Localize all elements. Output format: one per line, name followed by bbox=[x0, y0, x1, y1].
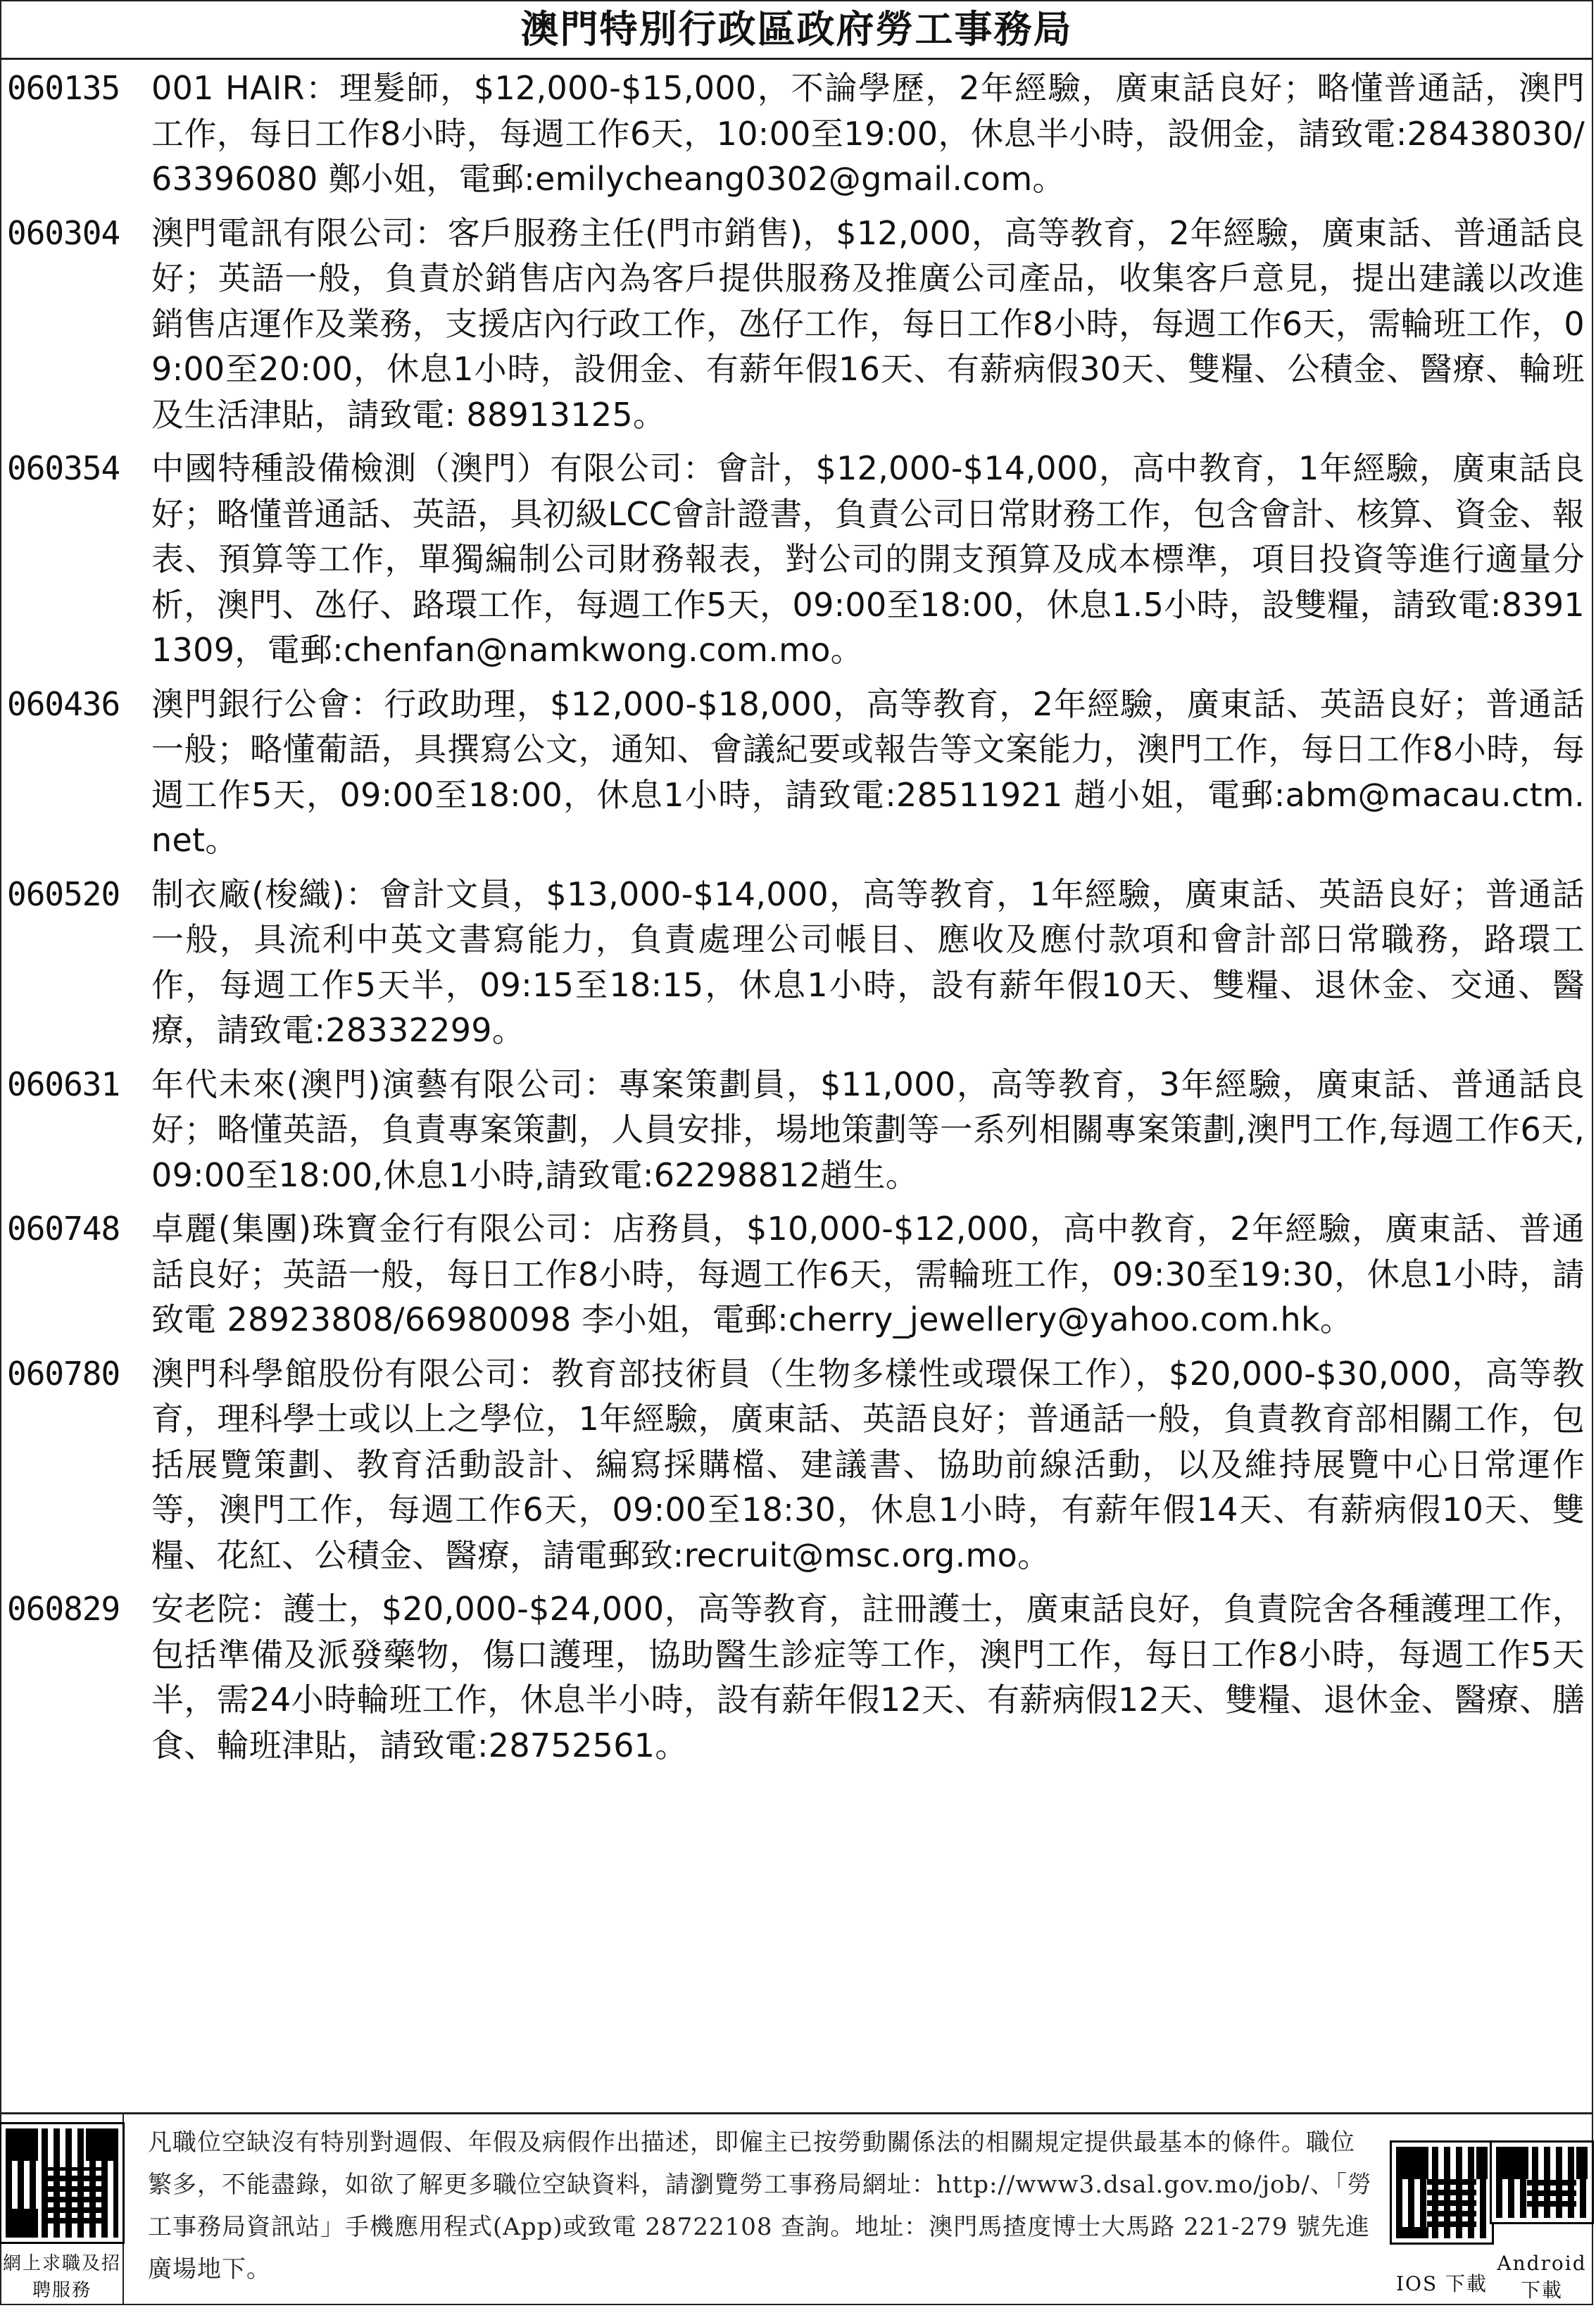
job-listing bbox=[1, 1586, 1592, 1768]
job-code: 060354 bbox=[7, 449, 120, 487]
job-description: 安老院：護士，$20,000-$24,000，高等教育，註冊護士，廣東話良好，負責院舍各種護理工作，包括準備及派發藥物，傷口護理，協助醫生診症等工作，澳門工作，每日工作8小時，每週工作5天半，需24小時輪班工作，休息半小時，設有薪年假12天、有薪病假12天、雙糧、退休金、醫療、膳食、輪班津貼，請致電:28752561。 bbox=[151, 1590, 1585, 1764]
job-code: 060436 bbox=[7, 684, 120, 723]
job-code: 060520 bbox=[7, 874, 120, 913]
qr-caption: 網上求職及招聘服務 bbox=[2, 2253, 121, 2301]
qr-code-icon[interactable] bbox=[1392, 2143, 1492, 2243]
job-description: 年代未來(澳門)演藝有限公司：專案策劃員，$11,000，高等教育，3年經驗，廣東話、普通話良好；略懂英語，負責專案策劃，人員安排，場地策劃等一系列相關專案策劃,澳門工作,每週工作6天,09:00至18:00,休息1小時,請致電:62298812趙生。 bbox=[151, 1065, 1585, 1194]
job-listings bbox=[1, 60, 1592, 1768]
job-code: 060780 bbox=[7, 1354, 120, 1393]
job-code: 060135 bbox=[7, 69, 120, 107]
footer-note: 凡職位空缺沒有特別對週假、年假及病假作出描述，即僱主已按勞動關係法的相關規定提供最基本的條件。職位繁多，不能盡錄，如欲了解更多職位空缺資料，請瀏覽勞工事務局網址：http://www3.dsal.gov.mo/job/、「勞工事務局資訊站」手機應用程式(App)或致電 28722108 查詢。地址：澳門馬揸度博士大馬路 221-279 號先進廣場地下。 bbox=[148, 2128, 1372, 2283]
job-listing bbox=[1, 1351, 1592, 1579]
job-description: 澳門科學館股份有限公司：教育部技術員（生物多樣性或環保工作），$20,000-$30,000，高等教育，理科學士或以上之學位，1年經驗，廣東話、英語良好；普通話一般，負責教育部相關工作，包括展覽策劃、教育活動設計、編寫採購檔、建議書、協助前線活動，以及維持展覽中心日常運作等，澳門工作，每週工作6天，09:00至18:30，休息1小時，有薪年假14天、有薪病假10天、雙糧、花紅、公積金、醫療，請電郵致:recruit@msc.org.mo。 bbox=[151, 1354, 1585, 1574]
job-description: 卓麗(集團)珠寶金行有限公司：店務員，$10,000-$12,000，高中教育，2年經驗，廣東話、普通話良好；英語一般，每日工作8小時，每週工作6天，需輪班工作，09:30至19:30，休息1小時，請致電 28923808/66980098 李小姐，電郵:cherry_jewellery@yahoo.com.hk。 bbox=[151, 1210, 1585, 1338]
ios-caption: IOS 下載 bbox=[1395, 2272, 1488, 2295]
qr-code-icon[interactable] bbox=[1492, 2143, 1592, 2222]
job-listing bbox=[1, 872, 1592, 1053]
job-description: 中國特種設備檢測（澳門）有限公司：會計，$12,000-$14,000，高中教育，1年經驗，廣東話良好；略懂普通話、英語，具初級LCC會計證書，負責公司日常財務工作，包含會計、核算、資金、報表、預算等工作，單獨編制公司財務報表，對公司的開支預算及成本標準，項目投資等進行適量分析，澳門、氹仔、路環工作，每週工作5天，09:00至18:00，休息1.5小時，設雙糧，請致電:83911309，電郵:chenfan@namkwong.com.mo。 bbox=[151, 449, 1585, 669]
job-code: 060304 bbox=[7, 213, 120, 252]
qr-code-icon[interactable] bbox=[1, 2124, 122, 2242]
page-title: 澳門特別行政區政府勞工事務局 bbox=[1, 1, 1592, 60]
job-service-qr[interactable] bbox=[1, 2114, 124, 2304]
job-listing bbox=[1, 211, 1592, 438]
job-listing bbox=[1, 446, 1592, 673]
footer bbox=[1, 2112, 1592, 2304]
job-listing bbox=[1, 65, 1592, 202]
job-description: 001 HAIR：理髮師，$12,000-$15,000，不論學歷，2年經驗，廣東話良好；略懂普通話，澳門工作，每日工作8小時，每週工作6天，10:00至19:00，休息半小時，設佣金，請致電:28438030/63396080 鄭小姐，電郵:emilycheang0302@gmail.com。 bbox=[151, 69, 1585, 198]
android-download-qr[interactable] bbox=[1492, 2114, 1592, 2304]
job-listing bbox=[1, 682, 1592, 863]
job-code: 060748 bbox=[7, 1210, 120, 1248]
job-description: 澳門電訊有限公司：客戶服務主任(門市銷售)，$12,000，高等教育，2年經驗，廣東話、普通話良好；英語一般，負責於銷售店內為客戶提供服務及推廣公司產品，收集客戶意見，提出建議以改進銷售店運作及業務，支援店內行政工作，氹仔工作，每日工作8小時，每週工作6天，需輪班工作，09:00至20:00，休息1小時，設佣金、有薪年假16天、有薪病假30天、雙糧、公積金、醫療、輪班及生活津貼，請致電: 88913125。 bbox=[151, 213, 1585, 434]
job-listing bbox=[1, 1062, 1592, 1198]
job-description: 澳門銀行公會：行政助理，$12,000-$18,000，高等教育，2年經驗，廣東話、英語良好；普通話一般；略懂葡語，具撰寫公文，通知、會議紀要或報告等文案能力，澳門工作，每日工作8小時，每週工作5天，09:00至18:00，休息1小時，請致電:28511921 趙小姐，電郵:abm@macau.ctm.net。 bbox=[151, 684, 1585, 859]
job-description: 制衣廠(梭織)：會計文員，$13,000-$14,000，高等教育，1年經驗，廣東話、英語良好；普通話一般，具流利中英文書寫能力，負責處理公司帳目、應收及應付款項和會計部日常職務，路環工作，每週工作5天半，09:15至18:15，休息1小時，設有薪年假10天、雙糧、退休金、交通、醫療，請致電:28332299。 bbox=[151, 874, 1585, 1049]
job-code: 060829 bbox=[7, 1590, 120, 1628]
ios-download-qr[interactable] bbox=[1392, 2114, 1492, 2304]
job-listing bbox=[1, 1206, 1592, 1343]
job-code: 060631 bbox=[7, 1065, 120, 1103]
android-caption: Android 下載 bbox=[1497, 2252, 1587, 2302]
